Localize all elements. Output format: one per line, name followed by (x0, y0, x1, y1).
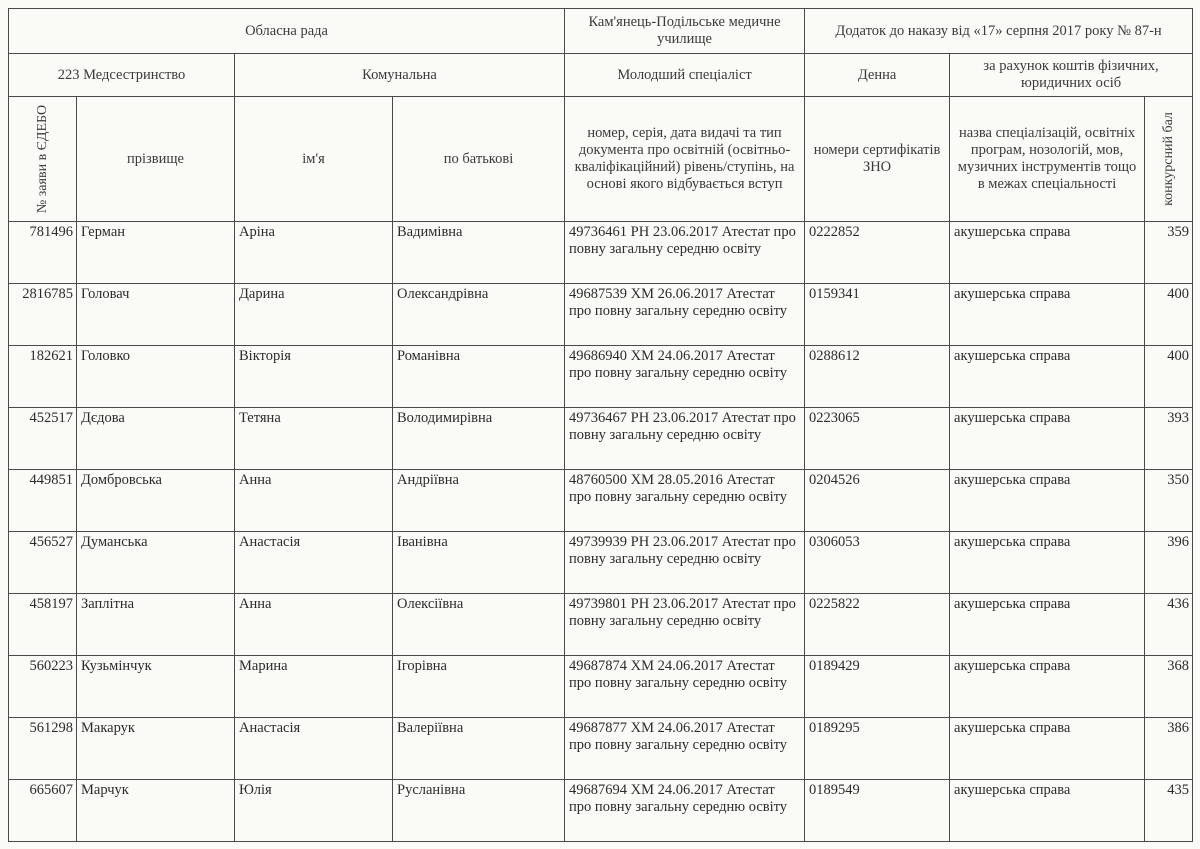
cell-name: Анастасія (235, 718, 393, 780)
cell-app-no: 456527 (9, 532, 77, 594)
cell-score: 435 (1145, 780, 1193, 842)
cell-zno: 0222852 (805, 222, 950, 284)
col-score-label: конкурсний бал (1160, 112, 1176, 206)
cell-specialization: акушерська справа (950, 594, 1145, 656)
cell-document: 49687874 ХМ 24.06.2017 Атестат про повну загальну середню освіту (565, 656, 805, 718)
cell-score: 396 (1145, 532, 1193, 594)
cell-score: 368 (1145, 656, 1193, 718)
cell-surname: Головач (77, 284, 235, 346)
table-row (9, 408, 1193, 470)
cell-patronymic: Валеріївна (393, 718, 565, 780)
cell-app-no: 182621 (9, 346, 77, 408)
table-row (9, 718, 1193, 780)
specialty-cell: 223 Медсестринство (9, 54, 235, 97)
table-row (9, 346, 1193, 408)
cell-surname: Головко (77, 346, 235, 408)
table-row (9, 284, 1193, 346)
cell-score: 350 (1145, 470, 1193, 532)
applicants-table (8, 8, 1193, 842)
cell-surname: Макарук (77, 718, 235, 780)
cell-document: 48760500 ХМ 28.05.2016 Атестат про повну загальну середню освіту (565, 470, 805, 532)
table-row (9, 470, 1193, 532)
cell-patronymic: Олександрівна (393, 284, 565, 346)
cell-app-no: 452517 (9, 408, 77, 470)
cell-app-no: 449851 (9, 470, 77, 532)
cell-name: Анна (235, 594, 393, 656)
cell-patronymic: Володимирівна (393, 408, 565, 470)
cell-zno: 0225822 (805, 594, 950, 656)
cell-app-no: 2816785 (9, 284, 77, 346)
col-patronymic: по батькові (393, 97, 565, 222)
cell-patronymic: Вадимівна (393, 222, 565, 284)
cell-zno: 0204526 (805, 470, 950, 532)
col-document: номер, серія, дата видачі та тип документа про освітній (освітньо-кваліфікаційний) рівень/ступінь, на основі якого відбувається вступ (565, 97, 805, 222)
cell-patronymic: Ігорівна (393, 656, 565, 718)
cell-patronymic: Андріївна (393, 470, 565, 532)
cell-zno: 0223065 (805, 408, 950, 470)
degree-cell: Молодший спеціаліст (565, 54, 805, 97)
cell-zno: 0306053 (805, 532, 950, 594)
cell-specialization: акушерська справа (950, 718, 1145, 780)
col-surname: прізвище (77, 97, 235, 222)
col-app-no (9, 97, 77, 222)
cell-name: Анастасія (235, 532, 393, 594)
cell-name: Вікторія (235, 346, 393, 408)
table-row (9, 656, 1193, 718)
table-row (9, 780, 1193, 842)
cell-zno: 0189429 (805, 656, 950, 718)
funding-cell: за рахунок коштів фізичних, юридичних осіб (950, 54, 1193, 97)
cell-surname: Марчук (77, 780, 235, 842)
col-name: ім'я (235, 97, 393, 222)
cell-document: 49687694 ХМ 24.06.2017 Атестат про повну загальну середню освіту (565, 780, 805, 842)
cell-specialization: акушерська справа (950, 408, 1145, 470)
cell-surname: Домбровська (77, 470, 235, 532)
cell-zno: 0189295 (805, 718, 950, 780)
cell-specialization: акушерська справа (950, 222, 1145, 284)
cell-zno: 0159341 (805, 284, 950, 346)
col-zno: номери сертифікатів ЗНО (805, 97, 950, 222)
cell-specialization: акушерська справа (950, 532, 1145, 594)
study-form-cell: Денна (805, 54, 950, 97)
cell-surname: Герман (77, 222, 235, 284)
cell-surname: Думанська (77, 532, 235, 594)
col-specialization: назва спеціалізацій, освітніх програм, нозологій, мов, музичних інструментів тощо в межах спеціальності (950, 97, 1145, 222)
cell-name: Тетяна (235, 408, 393, 470)
cell-document: 49687539 ХМ 26.06.2017 Атестат про повну загальну середню освіту (565, 284, 805, 346)
cell-app-no: 561298 (9, 718, 77, 780)
cell-app-no: 560223 (9, 656, 77, 718)
cell-name: Дарина (235, 284, 393, 346)
cell-name: Марина (235, 656, 393, 718)
cell-app-no: 665607 (9, 780, 77, 842)
cell-surname: Дєдова (77, 408, 235, 470)
cell-name: Юлія (235, 780, 393, 842)
table-row (9, 532, 1193, 594)
cell-name: Анна (235, 470, 393, 532)
region-cell: Обласна рада (9, 9, 565, 54)
ownership-cell: Комунальна (235, 54, 565, 97)
cell-zno: 0288612 (805, 346, 950, 408)
cell-patronymic: Іванівна (393, 532, 565, 594)
cell-score: 393 (1145, 408, 1193, 470)
cell-score: 400 (1145, 346, 1193, 408)
order-cell: Додаток до наказу від «17» серпня 2017 року № 87-н (805, 9, 1193, 54)
cell-document: 49739939 РН 23.06.2017 Атестат про повну загальну середню освіту (565, 532, 805, 594)
cell-surname: Заплітна (77, 594, 235, 656)
cell-document: 49736461 РН 23.06.2017 Атестат про повну загальну середню освіту (565, 222, 805, 284)
table-row (9, 594, 1193, 656)
cell-patronymic: Русланівна (393, 780, 565, 842)
cell-score: 386 (1145, 718, 1193, 780)
cell-document: 49687877 ХМ 24.06.2017 Атестат про повну загальну середню освіту (565, 718, 805, 780)
cell-score: 400 (1145, 284, 1193, 346)
col-score (1145, 97, 1193, 222)
cell-app-no: 781496 (9, 222, 77, 284)
cell-patronymic: Романівна (393, 346, 565, 408)
institution-cell: Кам'янець-Подільське медичне училище (565, 9, 805, 54)
cell-surname: Кузьмінчук (77, 656, 235, 718)
cell-app-no: 458197 (9, 594, 77, 656)
cell-document: 49686940 ХМ 24.06.2017 Атестат про повну загальну середню освіту (565, 346, 805, 408)
cell-zno: 0189549 (805, 780, 950, 842)
cell-document: 49739801 РН 23.06.2017 Атестат про повну загальну середню освіту (565, 594, 805, 656)
col-app-no-label: № заяви в ЄДЕБО (34, 104, 50, 214)
cell-name: Аріна (235, 222, 393, 284)
cell-score: 436 (1145, 594, 1193, 656)
cell-patronymic: Олексіївна (393, 594, 565, 656)
cell-score: 359 (1145, 222, 1193, 284)
cell-specialization: акушерська справа (950, 346, 1145, 408)
table-row (9, 222, 1193, 284)
cell-specialization: акушерська справа (950, 656, 1145, 718)
cell-specialization: акушерська справа (950, 470, 1145, 532)
cell-specialization: акушерська справа (950, 780, 1145, 842)
cell-specialization: акушерська справа (950, 284, 1145, 346)
cell-document: 49736467 РН 23.06.2017 Атестат про повну загальну середню освіту (565, 408, 805, 470)
